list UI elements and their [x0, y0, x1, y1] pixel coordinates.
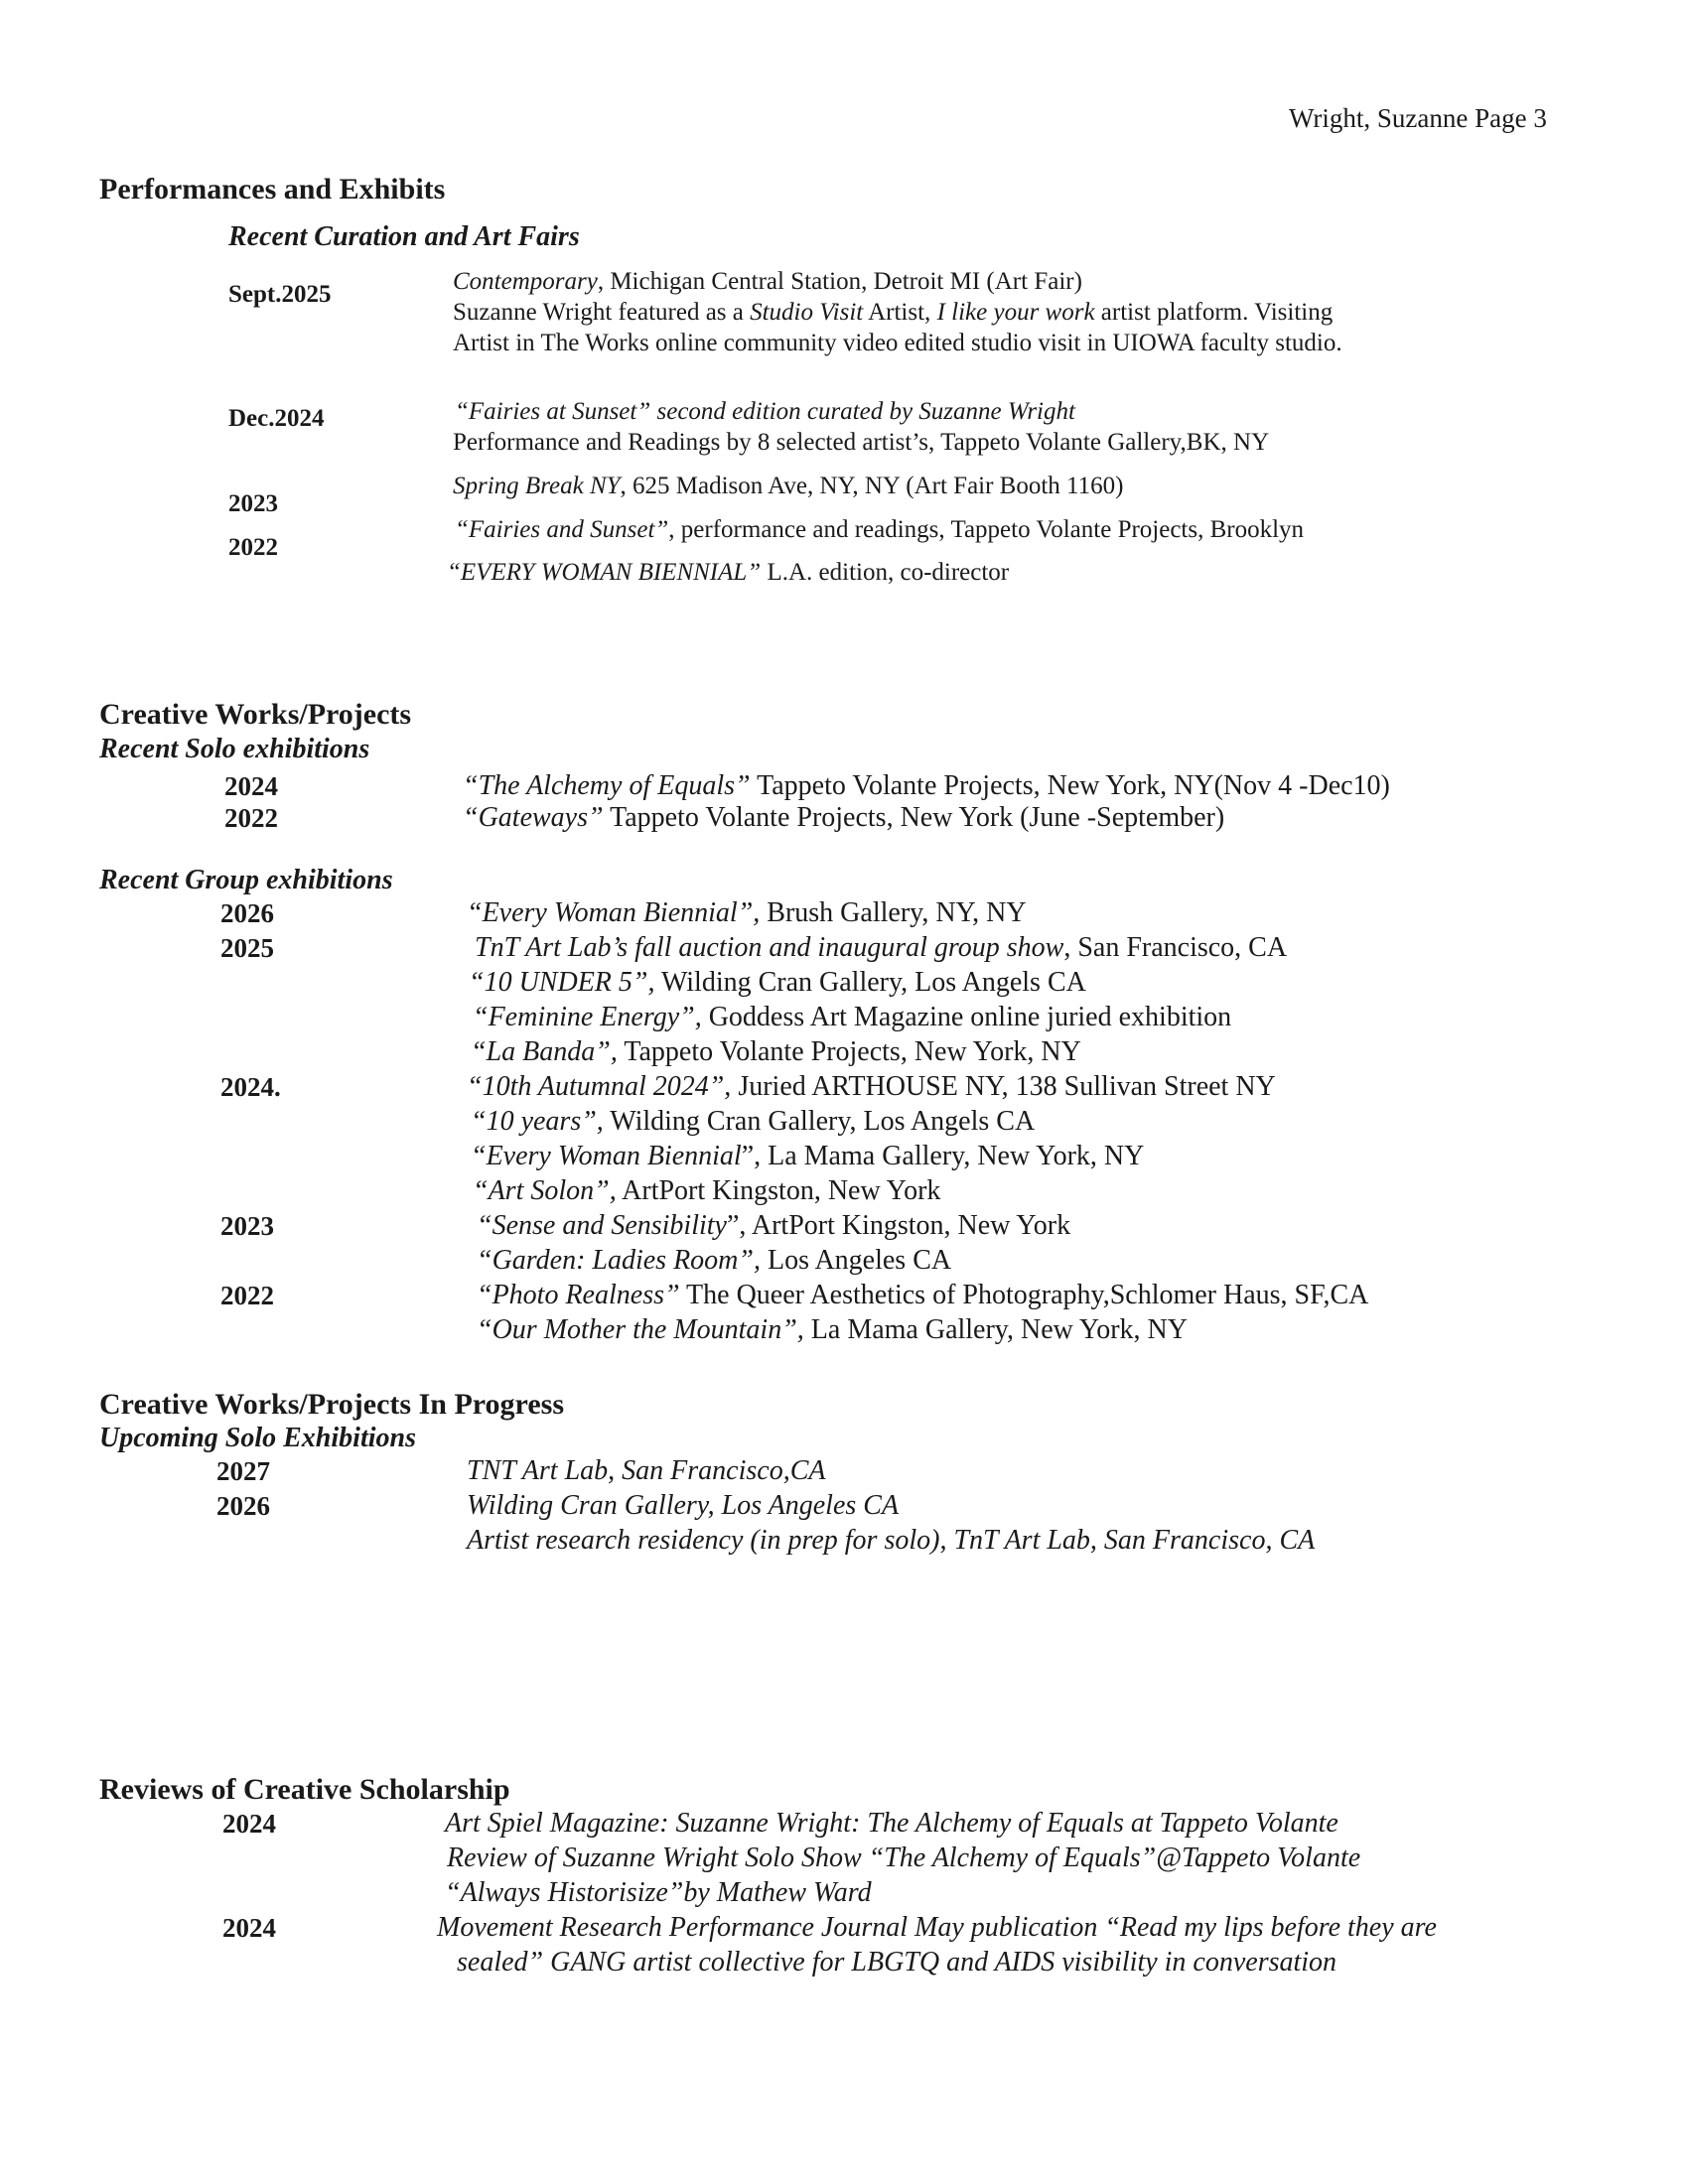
exhibition-title: “Gateways” — [463, 802, 604, 833]
exhibition-venue: , San Francisco, CA — [1063, 932, 1288, 963]
exhibition-entry — [477, 1280, 1368, 1311]
exhibition-title: “The Alchemy of Equals” — [463, 770, 751, 801]
exhibition-venue: Tappeto Volante Projects, New York (June -September) — [603, 802, 1225, 833]
exhibition-venue: Goddess Art Magazine online juried exhibition — [701, 1002, 1232, 1032]
section-title-in-progress: Creative Works/Projects In Progress — [99, 1388, 564, 1421]
exhibition-entry: Wilding Cran Gallery, Los Angeles CA — [467, 1490, 900, 1521]
running-head: Wright, Suzanne Page 3 — [1289, 103, 1547, 133]
entry-text: Performance and Readings by 8 selected artist’s, Tappeto Volante Gallery,BK, NY — [453, 429, 1270, 456]
review-entry: sealed” GANG artist collective for LBGTQ and AIDS visibility in conversation — [457, 1947, 1337, 1978]
exhibition-title: “10 UNDER 5”, — [469, 967, 655, 998]
exhibition-title: “La Banda”, — [471, 1036, 618, 1067]
exhibition-venue: ”, La Mama Gallery, New York, NY — [741, 1141, 1145, 1171]
entry-text — [453, 299, 1333, 327]
entry-detail: artist platform. Visiting — [1094, 299, 1334, 326]
review-year: 2024 — [222, 1913, 276, 1943]
exhibition-title: “10 years”, — [471, 1106, 604, 1137]
entry-title: “EVERY WOMAN BIENNIAL” — [447, 559, 762, 586]
entry-detail: Suzanne Wright featured as a — [453, 299, 751, 326]
exhibition-entry — [467, 897, 1027, 929]
exhibition-entry — [471, 1141, 1144, 1172]
entry-title: “Fairies at Sunset” second edition curated by Suzanne Wright — [455, 398, 1075, 425]
date-sept-2025: Sept.2025 — [228, 281, 332, 308]
entry-detail: L.A. edition, co-director — [761, 559, 1010, 586]
exhibition-year: 2027 — [216, 1456, 270, 1486]
exhibition-entry — [471, 1106, 1035, 1138]
exhibition-venue: La Mama Gallery, New York, NY — [803, 1314, 1188, 1345]
exhibition-entry — [477, 1245, 951, 1277]
exhibition-title: “Garden: Ladies Room”, — [477, 1245, 761, 1276]
exhibition-venue: Brush Gallery, NY, NY — [760, 897, 1027, 928]
entry-text: Artist in The Works online community video edited studio visit in UIOWA faculty studio. — [453, 330, 1342, 356]
exhibition-title: “Sense and Sensibility — [477, 1210, 727, 1241]
exhibition-entry — [477, 1210, 1070, 1242]
exhibition-title: “Feminine Energy”, — [473, 1002, 702, 1032]
entry-detail: , performance and readings, Tappeto Volante Projects, Brooklyn — [668, 516, 1305, 543]
subsection-title-group: Recent Group exhibitions — [99, 865, 393, 895]
exhibition-year: 2023 — [220, 1211, 274, 1241]
section-title-performances: Performances and Exhibits — [99, 173, 446, 205]
subsection-title-solo: Recent Solo exhibitions — [99, 734, 370, 764]
review-entry: Art Spiel Magazine: Suzanne Wright: The Alchemy of Equals at Tappeto Volante — [445, 1808, 1338, 1839]
entry-title: I like your work — [936, 299, 1095, 326]
exhibition-title: “Every Woman Biennial — [471, 1141, 742, 1171]
exhibition-venue: The Queer Aesthetics of Photography,Schlomer Haus, SF,CA — [679, 1280, 1369, 1310]
entry-title: Contemporary — [453, 268, 598, 295]
exhibition-venue: Wilding Cran Gallery, Los Angels CA — [603, 1106, 1036, 1137]
section-title-creative-works: Creative Works/Projects — [99, 698, 412, 731]
exhibition-entry — [475, 932, 1287, 964]
date-2023: 2023 — [228, 490, 278, 517]
date-2022: 2022 — [228, 534, 278, 561]
review-entry: “Always Historisize”by Mathew Ward — [445, 1877, 872, 1908]
date-dec-2024: Dec.2024 — [228, 405, 325, 432]
exhibition-year: 2025 — [220, 933, 274, 963]
entry-title: “Fairies and Sunset” — [455, 516, 669, 543]
exhibition-venue: ”, ArtPort Kingston, New York — [726, 1210, 1071, 1241]
exhibition-year: 2022 — [220, 1281, 274, 1310]
entry-title: Spring Break NY — [453, 473, 621, 499]
exhibition-entry — [473, 1002, 1231, 1033]
entry-detail: , 625 Madison Ave, NY, NY (Art Fair Booth 1160) — [620, 473, 1124, 499]
exhibition-venue: Tappeto Volante Projects, New York, NY — [617, 1036, 1081, 1067]
subsection-title-upcoming: Upcoming Solo Exhibitions — [99, 1423, 416, 1453]
exhibition-venue: Tappeto Volante Projects, New York, NY(Nov 4 -Dec10) — [750, 770, 1390, 801]
exhibition-year: 2024. — [220, 1072, 281, 1102]
entry-text — [455, 516, 1304, 544]
exhibition-entry — [477, 1314, 1188, 1346]
exhibition-entry: TNT Art Lab, San Francisco,CA — [467, 1455, 826, 1486]
exhibition-title: “Our Mother the Mountain”, — [477, 1314, 804, 1345]
exhibition-title: “10th Autumnal 2024”, — [467, 1071, 732, 1102]
review-entry: Movement Research Performance Journal May publication “Read my lips before they are — [437, 1912, 1437, 1943]
entry-text — [453, 268, 1082, 296]
exhibition-year: 2026 — [220, 898, 274, 928]
review-entry: Review of Suzanne Wright Solo Show “The Alchemy of Equals”@Tappeto Volante — [447, 1843, 1361, 1873]
exhibition-venue: ArtPort Kingston, New York — [616, 1175, 941, 1206]
entry-title: Studio Visit — [750, 299, 864, 326]
exhibition-entry — [463, 802, 1224, 834]
entry-detail: Artist, — [863, 299, 937, 326]
entry-detail: , Michigan Central Station, Detroit MI (Art Fair) — [597, 268, 1082, 295]
exhibition-entry — [467, 1071, 1276, 1103]
exhibition-entry: Artist research residency (in prep for solo), TnT Art Lab, San Francisco, CA — [467, 1525, 1316, 1556]
section-title-reviews: Reviews of Creative Scholarship — [99, 1773, 510, 1806]
exhibition-title: “Photo Realness” — [477, 1280, 680, 1310]
exhibition-year: 2024 — [224, 771, 278, 801]
entry-text — [447, 559, 1009, 587]
review-year: 2024 — [222, 1809, 276, 1839]
exhibition-entry — [473, 1175, 940, 1207]
exhibition-entry — [469, 967, 1086, 999]
exhibition-year: 2022 — [224, 803, 278, 833]
exhibition-entry — [471, 1036, 1081, 1068]
exhibition-title: “Every Woman Biennial”, — [467, 897, 761, 928]
exhibition-year: 2026 — [216, 1491, 270, 1521]
exhibition-entry — [463, 770, 1390, 802]
exhibition-venue: Los Angeles CA — [760, 1245, 952, 1276]
exhibition-venue: Juried ARTHOUSE NY, 138 Sullivan Street NY — [731, 1071, 1276, 1102]
exhibition-venue: Wilding Cran Gallery, Los Angels CA — [654, 967, 1086, 998]
entry-text — [453, 473, 1123, 500]
exhibition-title: TnT Art Lab’s fall auction and inaugural group show — [475, 932, 1064, 963]
subsection-title-curation: Recent Curation and Art Fairs — [228, 221, 580, 252]
exhibition-title: “Art Solon”, — [473, 1175, 617, 1206]
